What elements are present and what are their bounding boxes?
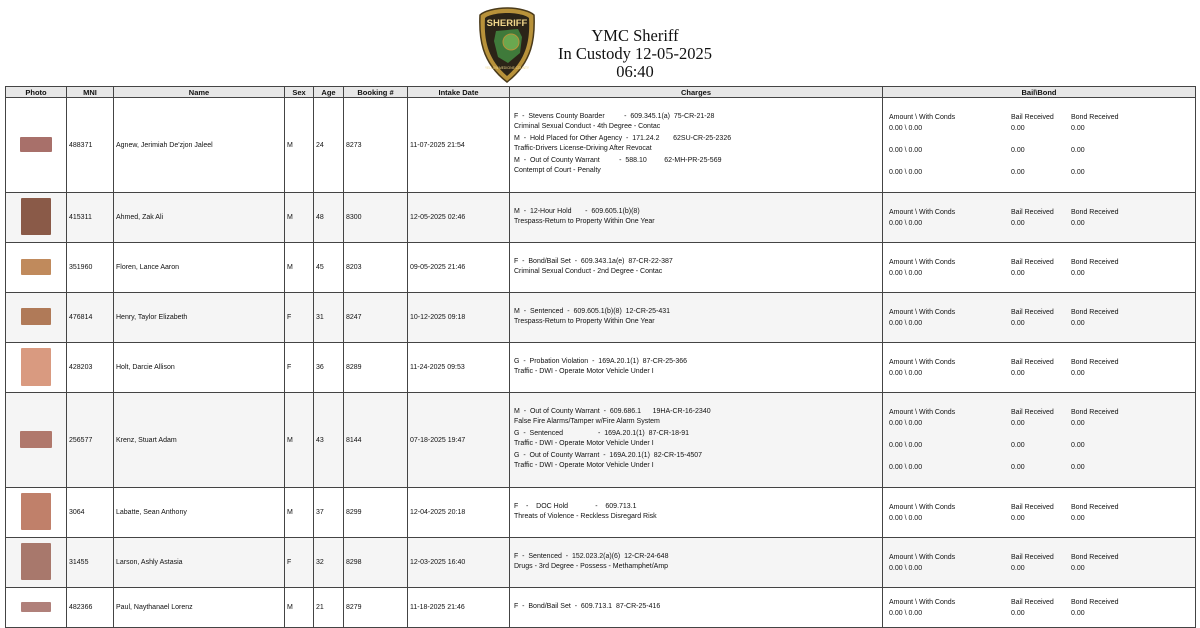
bail-row: 0.00 \ 0.00 0.00 0.00 (889, 420, 1085, 427)
age-value: 24 (316, 141, 324, 149)
mugshot-image[interactable] (21, 602, 51, 612)
table-row[interactable] (6, 343, 1196, 393)
booking-cell (344, 588, 408, 628)
intake-value: 11-24-2025 09:53 (410, 364, 465, 371)
booking-value: 8298 (346, 559, 362, 566)
age-value: 37 (316, 509, 324, 516)
bail-header: Amount \ With Conds Bail Received Bond Received (889, 308, 1119, 316)
mni-cell (67, 538, 114, 588)
booking-cell (344, 343, 408, 393)
bail-cell (883, 588, 1196, 628)
age-value: 36 (316, 364, 324, 371)
charge-entry (514, 552, 880, 572)
charge-description: False Fire Alarms/Tamper w/Fire Alarm System (514, 418, 660, 425)
charge-entry (514, 429, 880, 449)
svg-text:SHERIFF: SHERIFF (486, 18, 528, 29)
sex-cell (285, 488, 314, 538)
mni-cell (67, 343, 114, 393)
charge-entry (514, 502, 880, 522)
charge-description: Traffic - DWI - Operate Motor Vehicle Under I (514, 462, 654, 469)
mugshot-image[interactable] (21, 198, 51, 235)
booking-cell (344, 193, 408, 243)
photo-cell (6, 488, 67, 538)
bail-header: Amount \ With Conds Bail Received Bond Received (889, 258, 1119, 266)
col-booking: Booking # (344, 87, 408, 98)
bail-cell (883, 488, 1196, 538)
intake-cell (408, 538, 510, 588)
charge-description: Trespass-Return to Property Within One Year (514, 317, 655, 325)
col-sex: Sex (285, 87, 314, 98)
age-cell (314, 343, 344, 393)
name-cell (114, 193, 285, 243)
name-value: Paul, Naythanael Lorenz (116, 604, 193, 611)
booking-value: 8144 (346, 436, 362, 444)
col-age: Age (314, 87, 344, 98)
intake-value: 10-12-2025 09:18 (410, 314, 466, 321)
charges-cell (510, 243, 883, 293)
charge-description: Criminal Sexual Conduct - 4th Degree - Contac (514, 123, 661, 130)
sex-cell (285, 393, 314, 488)
sex-value: F (287, 314, 292, 321)
age-cell (314, 488, 344, 538)
name-value: Henry, Taylor Elizabeth (116, 314, 188, 321)
charges-cell (510, 588, 883, 628)
bail-header: Amount \ With Conds Bail Received Bond Received (889, 503, 1119, 511)
name-cell (114, 243, 285, 293)
charge-code: G - Sentenced - 169A.20.1(1) 87-CR-18-91 (514, 430, 690, 437)
name-value: Larson, Ashly Astasia (116, 559, 183, 566)
mni-value: 31455 (69, 559, 89, 566)
mni-value: 3064 (69, 509, 85, 516)
col-bail-bond: Bail\Bond (883, 87, 1196, 98)
photo-cell (6, 588, 67, 628)
bail-header: Amount \ With Conds Bail Received Bond Received (889, 114, 1119, 121)
booking-cell (344, 488, 408, 538)
charge-code: M - Out of County Warrant - 588.10 62-MH-PR-25-569 (514, 157, 722, 164)
name-cell (114, 393, 285, 488)
age-cell (314, 538, 344, 588)
photo-cell (6, 343, 67, 393)
mni-value: 482366 (69, 604, 93, 611)
col-charges: Charges (510, 87, 883, 98)
charge-code: F - Bond/Bail Set - 609.343.1a(e) 87-CR-22-387 (514, 257, 673, 265)
sex-value: M (287, 264, 293, 271)
mni-cell (67, 293, 114, 343)
charge-code: F - Bond/Bail Set - 609.713.1 87-CR-25-416 (514, 602, 661, 610)
charge-entry (514, 134, 880, 154)
bail-row: 0.00 \ 0.00 0.00 0.00 (889, 464, 1085, 471)
charge-entry (514, 257, 880, 277)
mni-value: 415311 (69, 214, 92, 221)
sex-value: M (287, 214, 293, 221)
table-row[interactable] (6, 588, 1196, 628)
name-value: Ahmed, Zak Ali (116, 214, 164, 221)
photo-cell (6, 293, 67, 343)
booking-value: 8203 (346, 264, 362, 271)
agency-name: YMC Sheriff (591, 26, 679, 45)
report-title (540, 27, 730, 81)
charge-entry (514, 357, 880, 377)
name-cell (114, 98, 285, 193)
bail-row: 0.00 \ 0.00 0.00 0.00 (889, 147, 1085, 154)
mugshot-image[interactable] (21, 308, 51, 325)
table-row[interactable] (6, 538, 1196, 588)
table-row[interactable] (6, 243, 1196, 293)
booking-value: 8299 (346, 509, 362, 516)
col-mni: MNI (67, 87, 114, 98)
sex-cell (285, 293, 314, 343)
charge-entry (514, 156, 880, 176)
bail-cell (883, 538, 1196, 588)
booking-value: 8247 (346, 314, 362, 321)
charge-code: F - DOC Hold - 609.713.1 (514, 502, 637, 510)
sex-cell (285, 98, 314, 193)
age-value: 32 (316, 559, 324, 566)
intake-value: 12-03-2025 16:40 (410, 559, 466, 566)
intake-cell (408, 243, 510, 293)
sex-value: M (287, 141, 293, 149)
charge-code: M - Hold Placed for Other Agency - 171.24.2 62SU-CR-25-2326 (514, 135, 732, 142)
intake-value: 11-07-2025 21:54 (410, 141, 465, 149)
mugshot-image[interactable] (21, 259, 51, 275)
svg-text:YELLOW MEDICINE COUNTY: YELLOW MEDICINE COUNTY (484, 66, 530, 70)
mni-value: 351960 (69, 264, 93, 271)
mugshot-image[interactable] (21, 348, 51, 386)
charge-code: G - Probation Violation - 169A.20.1(1) 87-CR-25-366 (514, 357, 688, 365)
table-row[interactable] (6, 293, 1196, 343)
charge-code: F - Stevens County Boarder - 609.345.1(a) 75-CR-21-28 (514, 113, 715, 120)
col-intake: Intake Date (408, 87, 510, 98)
bail-header: Amount \ With Conds Bail Received Bond Received (889, 553, 1119, 561)
charges-cell (510, 293, 883, 343)
mni-cell (67, 393, 114, 488)
mni-value: 428203 (69, 364, 93, 371)
bail-row: 0.00 \ 0.00 0.00 0.00 (889, 319, 1085, 327)
age-cell (314, 588, 344, 628)
intake-value: 07-18-2025 19:47 (410, 436, 466, 444)
intake-cell (408, 488, 510, 538)
age-cell (314, 293, 344, 343)
bail-cell (883, 393, 1196, 488)
charge-description: Trespass-Return to Property Within One Year (514, 217, 655, 225)
sex-cell (285, 588, 314, 628)
charges-cell (510, 488, 883, 538)
charges-cell (510, 538, 883, 588)
charge-code: M - Sentenced - 609.605.1(b)(8) 12-CR-25-431 (514, 307, 671, 315)
bail-row: 0.00 \ 0.00 0.00 0.00 (889, 369, 1085, 377)
booking-value: 8300 (346, 214, 362, 221)
age-cell (314, 98, 344, 193)
name-value: Krenz, Stuart Adam (116, 436, 177, 444)
sex-value: M (287, 604, 293, 611)
charge-description: Traffic-Drivers License-Driving After Revocat (514, 145, 652, 152)
mni-value: 476814 (69, 314, 93, 321)
photo-cell (6, 98, 67, 193)
charge-entry (514, 407, 880, 427)
charge-entry (514, 307, 880, 327)
bail-row: 0.00 \ 0.00 0.00 0.00 (889, 514, 1085, 522)
sex-value: M (287, 436, 293, 444)
age-cell (314, 243, 344, 293)
bail-row: 0.00 \ 0.00 0.00 0.00 (889, 219, 1085, 227)
table-row[interactable] (6, 393, 1196, 488)
charge-entry (514, 112, 880, 132)
mni-cell (67, 243, 114, 293)
bail-row: 0.00 \ 0.00 0.00 0.00 (889, 125, 1085, 132)
booking-cell (344, 293, 408, 343)
bail-header: Amount \ With Conds Bail Received Bond Received (889, 409, 1119, 416)
mni-cell (67, 488, 114, 538)
age-value: 48 (316, 214, 324, 221)
name-value: Holt, Darcie Allison (116, 364, 175, 371)
photo-cell (6, 193, 67, 243)
charges-cell (510, 98, 883, 193)
intake-value: 09-05-2025 21:46 (410, 264, 466, 271)
name-cell (114, 343, 285, 393)
name-value: Floren, Lance Aaron (116, 264, 180, 271)
mugshot-image[interactable] (20, 137, 52, 152)
charge-entry (514, 451, 880, 471)
bail-row: 0.00 \ 0.00 0.00 0.00 (889, 564, 1085, 572)
mni-cell (67, 588, 114, 628)
bail-row: 0.00 \ 0.00 0.00 0.00 (889, 609, 1085, 617)
sex-cell (285, 343, 314, 393)
booking-value: 8279 (346, 604, 362, 611)
age-value: 21 (316, 604, 324, 611)
intake-cell (408, 98, 510, 193)
age-value: 45 (316, 264, 324, 271)
name-cell (114, 293, 285, 343)
custody-timestamp: In Custody 12-05-2025 06:40 (558, 44, 712, 81)
booking-cell (344, 98, 408, 193)
table-header-row (6, 87, 1196, 98)
name-cell (114, 588, 285, 628)
booking-value: 8289 (346, 364, 362, 371)
photo-cell (6, 538, 67, 588)
mni-value: 256577 (69, 436, 93, 444)
bail-row: 0.00 \ 0.00 0.00 0.00 (889, 269, 1085, 277)
booking-cell (344, 538, 408, 588)
age-value: 31 (316, 314, 324, 321)
name-value: Labatte, Sean Anthony (116, 509, 187, 516)
charges-cell (510, 393, 883, 488)
charge-description: Criminal Sexual Conduct - 2nd Degree - Contac (514, 267, 663, 275)
mugshot-image[interactable] (20, 431, 52, 448)
sex-value: F (287, 559, 292, 566)
report-header (0, 0, 1200, 86)
bail-cell (883, 193, 1196, 243)
intake-value: 12-05-2025 02:46 (410, 214, 466, 221)
charge-code: M - Out of County Warrant - 609.686.1 19HA-CR-16-2340 (514, 408, 711, 415)
sex-value: M (287, 509, 293, 516)
charge-code: G - Out of County Warrant - 169A.20.1(1) 82-CR-15-4507 (514, 452, 703, 459)
age-cell (314, 193, 344, 243)
bail-header: Amount \ With Conds Bail Received Bond Received (889, 358, 1119, 366)
table-row[interactable] (6, 193, 1196, 243)
charge-description: Contempt of Court - Penalty (514, 167, 601, 174)
col-photo: Photo (6, 87, 67, 98)
charge-description: Traffic - DWI - Operate Motor Vehicle Under I (514, 367, 654, 375)
booking-cell (344, 243, 408, 293)
intake-value: 12-04-2025 20:18 (410, 509, 466, 516)
age-value: 43 (316, 436, 324, 444)
intake-cell (408, 343, 510, 393)
booking-cell (344, 393, 408, 488)
mni-value: 488371 (69, 141, 93, 149)
photo-cell (6, 393, 67, 488)
intake-cell (408, 193, 510, 243)
charges-cell (510, 343, 883, 393)
photo-cell (6, 243, 67, 293)
bail-cell (883, 293, 1196, 343)
table-row[interactable] (6, 98, 1196, 193)
charge-entry (514, 207, 880, 227)
sex-cell (285, 193, 314, 243)
bail-header: Amount \ With Conds Bail Received Bond Received (889, 598, 1119, 606)
bail-row: 0.00 \ 0.00 0.00 0.00 (889, 169, 1085, 176)
sheriff-badge-icon (478, 7, 536, 83)
booking-value: 8273 (346, 141, 362, 149)
bail-cell (883, 243, 1196, 293)
name-cell (114, 488, 285, 538)
charges-cell (510, 193, 883, 243)
bail-cell (883, 343, 1196, 393)
table-row[interactable] (6, 488, 1196, 538)
col-name: Name (114, 87, 285, 98)
sex-value: F (287, 364, 292, 371)
charge-entry (514, 602, 880, 612)
charge-description: Drugs - 3rd Degree - Possess - Methamphet/Amp (514, 562, 669, 570)
inmate-table (5, 86, 1196, 628)
mugshot-image[interactable] (21, 543, 51, 580)
mugshot-image[interactable] (21, 493, 51, 530)
bail-row: 0.00 \ 0.00 0.00 0.00 (889, 442, 1085, 449)
charge-code: F - Sentenced - 152.023.2(a)(6) 12-CR-24-648 (514, 552, 669, 560)
bail-cell (883, 98, 1196, 193)
name-value: Agnew, Jerimiah De'zjon Jaleel (116, 141, 213, 149)
charge-code: M - 12-Hour Hold - 609.605.1(b)(8) (514, 207, 640, 215)
mni-cell (67, 98, 114, 193)
bail-header: Amount \ With Conds Bail Received Bond Received (889, 208, 1119, 216)
charge-description: Threats of Violence - Reckless Disregard Risk (514, 512, 657, 520)
intake-cell (408, 393, 510, 488)
sex-cell (285, 538, 314, 588)
mni-cell (67, 193, 114, 243)
age-cell (314, 393, 344, 488)
charge-description: Traffic - DWI - Operate Motor Vehicle Under I (514, 440, 654, 447)
intake-value: 11-18-2025 21:46 (410, 604, 465, 611)
intake-cell (408, 293, 510, 343)
intake-cell (408, 588, 510, 628)
name-cell (114, 538, 285, 588)
sex-cell (285, 243, 314, 293)
